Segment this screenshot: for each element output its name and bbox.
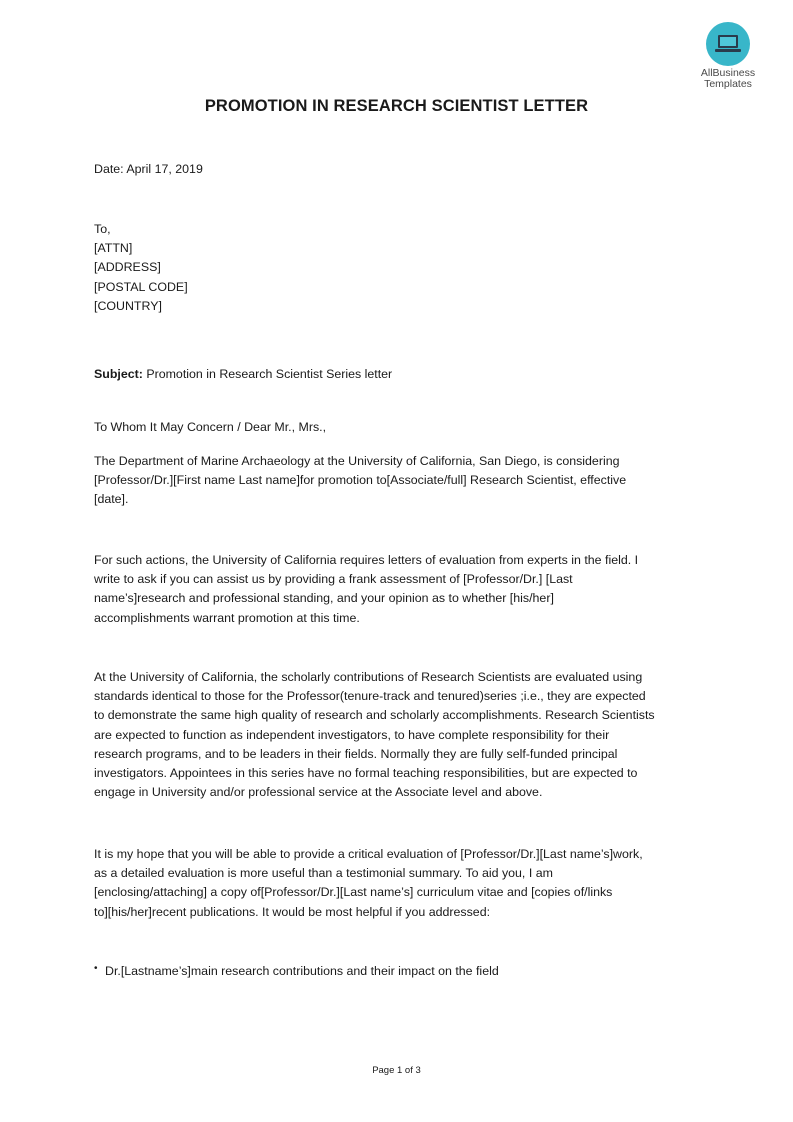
- logo-line-1: AllBusiness: [700, 67, 756, 79]
- recipient-line: [ATTN]: [94, 241, 133, 256]
- recipient-line: [POSTAL CODE]: [94, 279, 188, 294]
- paragraph-line: It is my hope that you will be able to provide a critical evaluation of [Professor/Dr.][Last name’s]work,: [94, 847, 643, 861]
- paragraph-line: to demonstrate the same high quality of research and scholarly accomplishments. Research Scientists: [94, 708, 655, 723]
- laptop-icon: [706, 22, 750, 66]
- paragraph-line: name’s]research and professional standing, and your opinion as to whether [his/her]: [94, 591, 554, 606]
- paragraph-line: as a detailed evaluation is more useful than a testimonial summary. To aid you, I am: [94, 866, 553, 881]
- paragraph-line: are expected to function as independent investigators, to have complete responsibility for their: [94, 727, 610, 742]
- paragraph-line: engage in University and/or professional service at the Associate level and above.: [94, 785, 543, 800]
- recipient-line: [ADDRESS]: [94, 260, 161, 275]
- paragraph-3: [94, 668, 704, 802]
- bullet-icon: •: [94, 963, 98, 974]
- paragraph-1: [94, 452, 704, 510]
- bullet-text: Dr.[Lastname’s]main research contributions and their impact on the field: [105, 964, 499, 978]
- paragraph-line: to][his/her]recent publications. It would be most helpful if you addressed:: [94, 904, 491, 919]
- subject-label: Subject:: [94, 367, 143, 381]
- paragraph-line: [Professor/Dr.][First name Last name]for promotion to[Associate/full] Research Scientist, effective: [94, 473, 627, 488]
- paragraph-line: accomplishments warrant promotion at this time.: [94, 610, 360, 625]
- subject-line: [94, 365, 704, 384]
- recipient-address: [94, 220, 704, 316]
- paragraph-line: investigators. Appointees in this series have no formal teaching responsibilities, but are expected to: [94, 766, 638, 781]
- date-line: [94, 160, 704, 179]
- recipient-line: [COUNTRY]: [94, 298, 162, 313]
- paragraph-line: At the University of California, the scholarly contributions of Research Scientists are evaluated using: [94, 670, 643, 684]
- date-text: Date: April 17, 2019: [94, 162, 203, 176]
- logo-line-2: Templates: [704, 78, 752, 90]
- paragraph-4: [94, 845, 704, 922]
- recipient-line: To,: [94, 222, 111, 236]
- letter-title: PROMOTION IN RESEARCH SCIENTIST LETTER: [204, 97, 589, 115]
- allbusiness-templates-logo: [686, 22, 770, 90]
- paragraph-line: research programs, and to be leaders in their fields. Normally they are fully self-funded principal: [94, 746, 618, 761]
- subject-text: Promotion in Research Scientist Series letter: [142, 367, 393, 381]
- salutation: [94, 418, 704, 437]
- paragraph-line: standards identical to those for the Professor(tenure-track and tenured)series ;i.e., they are expected: [94, 689, 646, 704]
- paragraph-line: The Department of Marine Archaeology at the University of California, San Diego, is considering: [94, 454, 620, 468]
- paragraph-2: [94, 551, 704, 628]
- paragraph-line: For such actions, the University of California requires letters of evaluation from experts in the field. I: [94, 553, 639, 567]
- salutation-text: To Whom It May Concern / Dear Mr., Mrs.,: [94, 420, 327, 434]
- paragraph-line: write to ask if you can assist us by providing a frank assessment of [Professor/Dr.] [Last: [94, 572, 573, 587]
- paragraph-line: [enclosing/attaching] a copy of[Professor/Dr.][Last name’s] curriculum vitae and [copies of/links: [94, 885, 613, 900]
- paragraph-line: [date].: [94, 492, 129, 507]
- page-number: Page 1 of 3: [372, 1065, 421, 1076]
